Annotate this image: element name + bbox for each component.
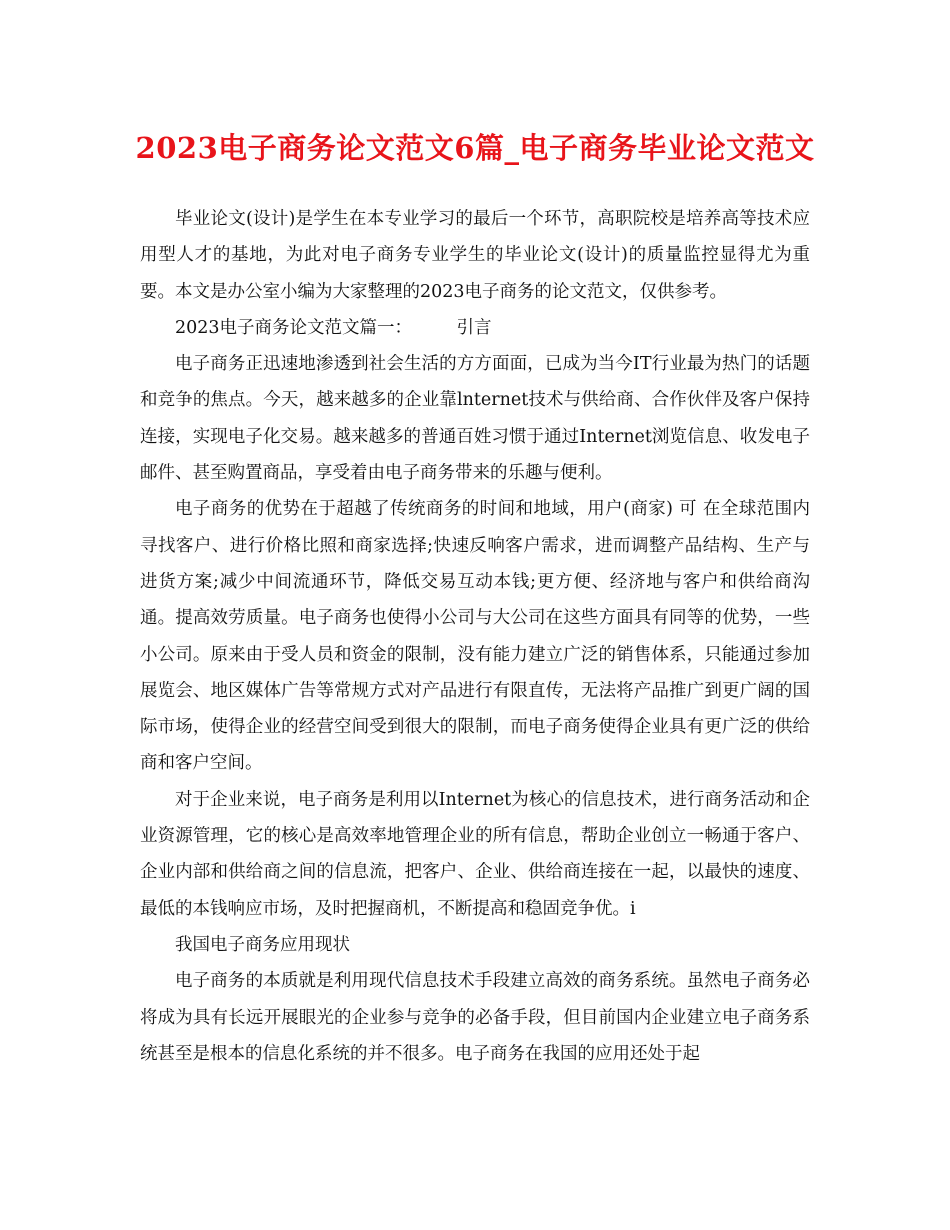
paragraph-enterprise: 对于企业来说，电子商务是利用以Internet为核心的信息技术，进行商务活动和企业资源管理，它的核心是高效率地管理企业的所有信息，帮助企业创立一畅通于客户、企业内部和供给商之间的信息流，把客户、企业、供给商连接在一起，以最快的速度、最低的本钱响应市场，及时把握商机，不断提高和稳固竞争优。i (140, 789, 810, 919)
section-heading-1: 2023电子商务论文范文篇一： 引言 (175, 317, 492, 338)
paragraph-ecommerce-overview: 电子商务正迅速地渗透到社会生活的方方面面，已成为当今IT行业最为热门的话题和竞争的焦点。今天，越来越多的企业靠lnternet技术与供给商、合作伙伴及客户保持连接，实现电子化交易。越来越多的普通百姓习惯于通过Internet浏览信息、收发电子邮件、甚至购置商品，享受着由电子商务带来的乐趣与便利。 (140, 354, 810, 484)
body-text (140, 201, 810, 1072)
paragraph-ecommerce-advantages: 电子商务的优势在于超越了传统商务的时间和地域，用户(商家) 可 在全球范围内寻找客户、进行价格比照和商家选择;快速反响客户需求，进而调整产品结构、生产与进货方案;减少中间流通环节，降低交易互动本钱;更方便、经济地与客户和供给商沟通。提高效劳质量。电子商务也使得小公司与大公司在这些方面具有同等的优势，一些小公司。原来由于受人员和资金的限制，没有能力建立广泛的销售体系，只能通过参加展览会、地区媒体广告等常规方式对产品进行有限直传，无法将产品推广到更广阔的国际市场，使得企业的经营空间受到很大的限制，而电子商务使得企业具有更广泛的供给商和客户空间。 (140, 499, 810, 774)
paragraph-intro: 毕业论文(设计)是学生在本专业学习的最后一个环节，高职院校是培养高等技术应用型人才的基地，为此对电子商务专业学生的毕业论文(设计)的质量监控显得尤为重要。本文是办公室小编为大家整理的2023电子商务的论文范文，仅供参考。 (140, 209, 810, 302)
section-heading-2: 我国电子商务应用现状 (175, 934, 350, 955)
page-title: 2023电子商务论文范文6篇_电子商务毕业论文范文 (135, 131, 815, 165)
paragraph-status: 电子商务的本质就是利用现代信息技术手段建立高效的商务系统。虽然电子商务必将成为具有长远开展眼光的企业参与竞争的必备手段，但目前国内企业建立电子商务系统甚至是根本的信息化系统的并不很多。电子商务在我国的应用还处于起 (140, 971, 810, 1064)
